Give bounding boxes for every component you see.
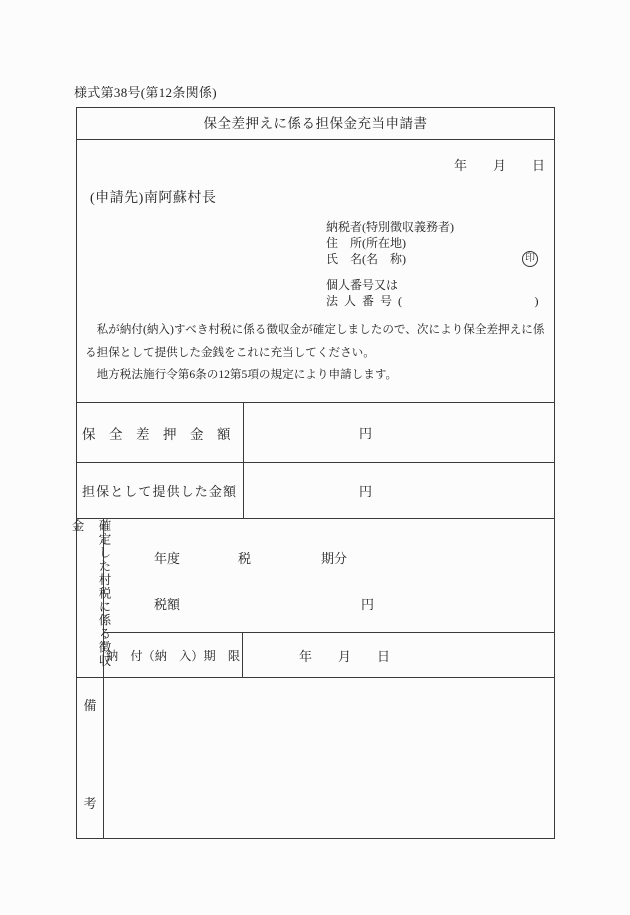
address-label: 住 所(所在地) [326, 236, 406, 250]
body-paragraph-1: 私が納付(納入)すべき村税に係る徴収金が確定しましたので、次により保全差押えに係る担保として提供した金銭をこれに充当してください。 [85, 323, 545, 359]
fiscal-year-label: 年度 [154, 551, 181, 566]
form-number: 様式第38号(第12条関係) [74, 85, 217, 100]
security-amount-label: 担保として提供した金額 [77, 463, 244, 518]
tax-detail-cell [104, 519, 554, 633]
determined-tax-detail [104, 519, 554, 677]
payment-deadline-row [104, 633, 554, 677]
spacer [326, 267, 540, 277]
name-line [326, 251, 540, 267]
date-field: 年 月 日 [453, 158, 545, 173]
personal-number-label: 個人番号又は [326, 278, 399, 292]
body-text [85, 319, 551, 387]
addressee: (申請先)南阿蘇村長 [90, 191, 217, 206]
seizure-amount-row [77, 403, 554, 463]
form-header-section [77, 140, 554, 403]
name-label: 氏 名(名 称) [326, 252, 406, 266]
determined-tax-section [70, 519, 554, 678]
payment-deadline-label: 納 付（納 入）期 限 [104, 633, 243, 677]
application-form-table [70, 107, 555, 839]
remarks-row [77, 678, 554, 838]
seizure-amount-label: 保 全 差 押 金 額 [77, 403, 244, 462]
security-amount-row [77, 463, 554, 519]
tax-label: 税 [238, 551, 252, 566]
determined-tax-side-label: 確定した村税に係る徴収金 [70, 519, 111, 668]
remarks-label-cell [77, 678, 104, 838]
payment-deadline-value-cell: 年 月 日 [299, 648, 391, 664]
taxpayer-block [326, 219, 540, 309]
tax-amount-unit: 円 [361, 597, 375, 612]
corporate-number-paren-close: ) [534, 294, 540, 308]
taxpayer-label: 納税者(特別徴収義務者) [326, 220, 454, 234]
determined-tax-side-label-cell [70, 519, 111, 677]
seal-icon: 印 [522, 251, 538, 267]
form-title: 保全差押えに係る担保金充当申請書 [77, 108, 554, 140]
security-amount-value-cell: 円 [359, 484, 373, 499]
period-label: 期分 [321, 551, 348, 566]
seizure-amount-value-cell: 円 [359, 426, 373, 441]
tax-amount-label: 税額 [154, 597, 181, 612]
body-paragraph-2: 地方税法施行令第6条の12第5項の規定により申請します。 [96, 368, 398, 381]
corporate-number-label: 法 人 番 号 ( [326, 294, 404, 308]
remarks-empty-cell [104, 678, 554, 838]
remarks-label-top: 備 [83, 698, 97, 713]
remarks-label-bottom: 考 [83, 796, 97, 811]
corporate-number-line [326, 293, 540, 309]
